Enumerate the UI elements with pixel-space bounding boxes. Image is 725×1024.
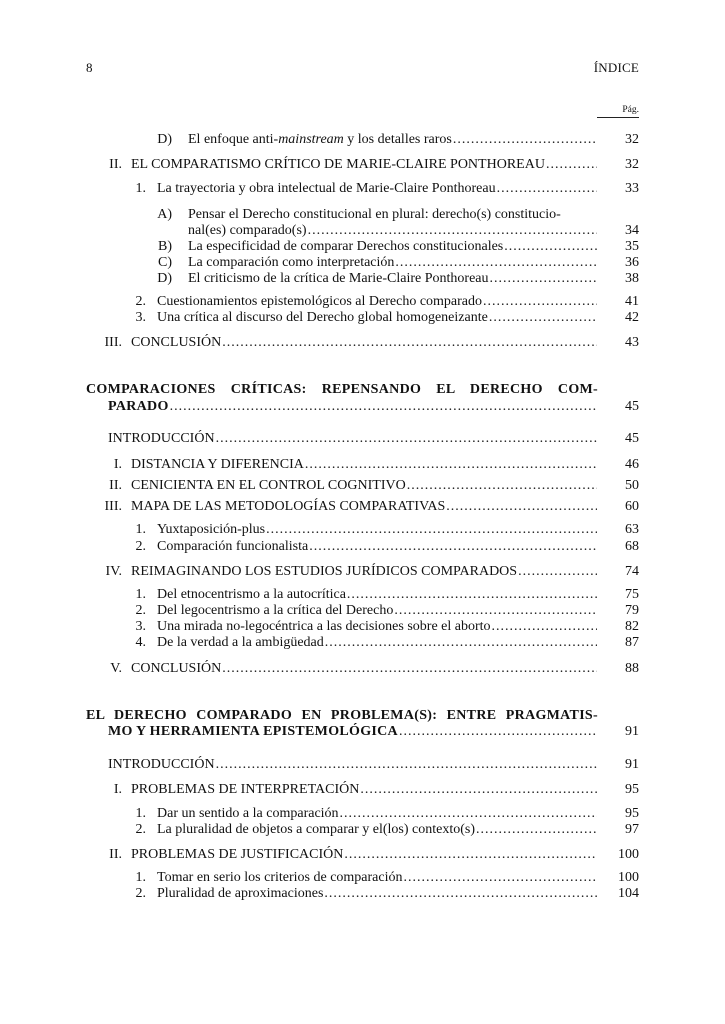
entry-page: 38 bbox=[625, 271, 639, 286]
entry-title: DISTANCIA Y DIFERENCIA bbox=[131, 457, 304, 472]
entry-page: 68 bbox=[625, 539, 639, 554]
entry-title: El criticismo de la crítica de Marie-Claire Ponthoreau bbox=[188, 271, 489, 286]
entry-title: La trayectoria y obra intelectual de Marie-Claire Ponthoreau bbox=[157, 181, 496, 196]
entry-page: 46 bbox=[625, 457, 639, 472]
entry-title: CONCLUSIÓN bbox=[131, 335, 222, 350]
entry-number: A) bbox=[157, 207, 172, 222]
entry-title: Una mirada no-legocéntrica a las decisiones sobre el aborto bbox=[157, 619, 491, 634]
entry-number: 2. bbox=[135, 886, 146, 901]
chapter-title-line1: EL DERECHO COMPARADO EN PROBLEMA(S): ENTRE PRAGMATIS- bbox=[86, 708, 598, 723]
chapter-title-line1: COMPARACIONES CRÍTICAS: REPENSANDO EL DERECHO COM- bbox=[86, 382, 598, 397]
entry-page: 100 bbox=[618, 870, 639, 885]
entry-number: 2. bbox=[135, 294, 146, 309]
leader-dots bbox=[305, 456, 597, 474]
leader-dots bbox=[518, 563, 597, 581]
entry-title: Del etnocentrismo a la autocrítica bbox=[157, 587, 346, 602]
leader-dots bbox=[407, 477, 597, 495]
leader-dots bbox=[490, 270, 598, 288]
entry-number: 4. bbox=[135, 635, 146, 650]
entry-page: 42 bbox=[625, 310, 639, 325]
entry-number: 2. bbox=[135, 603, 146, 618]
entry-title: CONCLUSIÓN bbox=[131, 661, 222, 676]
entry-page: 91 bbox=[625, 757, 639, 772]
entry-title: La comparación como interpretación bbox=[188, 255, 395, 270]
entry-number: 1. bbox=[135, 181, 146, 196]
entry-title: De la verdad a la ambigüedad bbox=[157, 635, 324, 650]
entry-page: 91 bbox=[625, 724, 639, 739]
entry-number: 2. bbox=[135, 822, 146, 837]
entry-page: 75 bbox=[625, 587, 639, 602]
entry-page: 97 bbox=[625, 822, 639, 837]
leader-dots bbox=[222, 660, 597, 678]
running-head: ÍNDICE bbox=[593, 60, 639, 75]
entry-page: 87 bbox=[625, 635, 639, 650]
entry-number: 3. bbox=[135, 619, 146, 634]
entry-number: 1. bbox=[135, 870, 146, 885]
entry-page: 104 bbox=[618, 886, 639, 901]
entry-page: 45 bbox=[625, 431, 639, 446]
entry-number: IV. bbox=[105, 564, 122, 579]
leader-dots bbox=[266, 521, 597, 539]
entry-number: D) bbox=[157, 271, 172, 286]
page-number: 8 bbox=[86, 60, 93, 75]
entry-number: I. bbox=[113, 457, 122, 472]
entry-page: 82 bbox=[625, 619, 639, 634]
leader-dots bbox=[216, 756, 597, 774]
entry-page: 50 bbox=[625, 478, 639, 493]
entry-title: REIMAGINANDO LOS ESTUDIOS JURÍDICOS COMPARADOS bbox=[131, 564, 518, 579]
entry-page: 63 bbox=[625, 522, 639, 537]
leader-dots bbox=[546, 156, 597, 174]
entry-title: PROBLEMAS DE JUSTIFICACIÓN bbox=[131, 847, 344, 862]
entry-title: La pluralidad de objetos a comparar y el(los) contexto(s) bbox=[157, 822, 475, 837]
leader-dots bbox=[222, 334, 597, 352]
entry-number: 1. bbox=[135, 587, 146, 602]
entry-number: III. bbox=[104, 335, 122, 350]
entry-title: Dar un sentido a la comparación bbox=[157, 806, 339, 821]
entry-page: 100 bbox=[618, 847, 639, 862]
entry-number: III. bbox=[104, 499, 122, 514]
entry-title: Yuxtaposición-plus bbox=[157, 522, 266, 537]
entry-number: 1. bbox=[135, 522, 146, 537]
entry-title: Tomar en serio los criterios de comparación bbox=[157, 870, 403, 885]
entry-page: 79 bbox=[625, 603, 639, 618]
entry-page: 32 bbox=[625, 157, 639, 172]
entry-page: 36 bbox=[625, 255, 639, 270]
entry-page: 33 bbox=[625, 181, 639, 196]
entry-number: 3. bbox=[135, 310, 146, 325]
entry-title: El enfoque anti-mainstream y los detalles raros bbox=[188, 132, 452, 147]
entry-number: C) bbox=[158, 255, 172, 270]
entry-title: EL COMPARATISMO CRÍTICO DE MARIE-CLAIRE PONTHOREAU bbox=[131, 157, 545, 172]
leader-dots bbox=[399, 723, 597, 741]
leader-dots bbox=[489, 309, 597, 327]
entry-title: La especificidad de comparar Derechos constitucionales bbox=[188, 239, 504, 254]
entry-title: Cuestionamientos epistemológicos al Derecho comparado bbox=[157, 294, 483, 309]
leader-dots bbox=[324, 885, 597, 903]
entry-page: 32 bbox=[625, 132, 639, 147]
entry-number: B) bbox=[158, 239, 172, 254]
entry-title: CENICIENTA EN EL CONTROL COGNITIVO bbox=[131, 478, 406, 493]
entry-title-line2: nal(es) comparado(s) bbox=[188, 223, 307, 238]
entry-page: 60 bbox=[625, 499, 639, 514]
entry-title: PROBLEMAS DE INTERPRETACIÓN bbox=[131, 782, 360, 797]
leader-dots bbox=[453, 131, 597, 149]
entry-number: II. bbox=[109, 847, 122, 862]
entry-page: 35 bbox=[625, 239, 639, 254]
entry-title: INTRODUCCIÓN bbox=[108, 757, 215, 772]
entry-page: 95 bbox=[625, 782, 639, 797]
leader-dots bbox=[309, 538, 597, 556]
entry-number: V. bbox=[110, 661, 122, 676]
chapter-title-line2: PARADO bbox=[108, 399, 169, 414]
entry-number: 2. bbox=[135, 539, 146, 554]
leader-dots bbox=[497, 180, 597, 198]
entry-page: 45 bbox=[625, 399, 639, 414]
entry-title: MAPA DE LAS METODOLOGÍAS COMPARATIVAS bbox=[131, 499, 446, 514]
entry-number: II. bbox=[109, 157, 122, 172]
entry-title: Comparación funcionalista bbox=[157, 539, 309, 554]
chapter-title-line2: MO Y HERRAMIENTA EPISTEMOLÓGICA bbox=[108, 724, 398, 739]
entry-number: I. bbox=[113, 782, 122, 797]
entry-page: 43 bbox=[625, 335, 639, 350]
entry-title: Pluralidad de aproximaciones bbox=[157, 886, 324, 901]
leader-dots bbox=[360, 781, 597, 799]
leader-dots bbox=[476, 821, 597, 839]
entry-page: 88 bbox=[625, 661, 639, 676]
leader-dots bbox=[325, 634, 597, 652]
entry-page: 74 bbox=[625, 564, 639, 579]
entry-title: Una crítica al discurso del Derecho global homogeneizante bbox=[157, 310, 488, 325]
page-column-label: Pág. bbox=[597, 105, 639, 118]
entry-page: 95 bbox=[625, 806, 639, 821]
leader-dots bbox=[344, 846, 597, 864]
leader-dots bbox=[170, 398, 597, 416]
entry-page: 41 bbox=[625, 294, 639, 309]
leader-dots bbox=[446, 498, 597, 516]
entry-title-line1: Pensar el Derecho constitucional en plural: derecho(s) constitucio- bbox=[188, 207, 561, 222]
entry-title: Del legocentrismo a la crítica del Derecho bbox=[157, 603, 394, 618]
entry-page: 34 bbox=[625, 223, 639, 238]
entry-number: 1. bbox=[135, 806, 146, 821]
entry-title: INTRODUCCIÓN bbox=[108, 431, 215, 446]
entry-number: II. bbox=[109, 478, 122, 493]
leader-dots bbox=[216, 430, 597, 448]
entry-number: D) bbox=[157, 132, 172, 147]
